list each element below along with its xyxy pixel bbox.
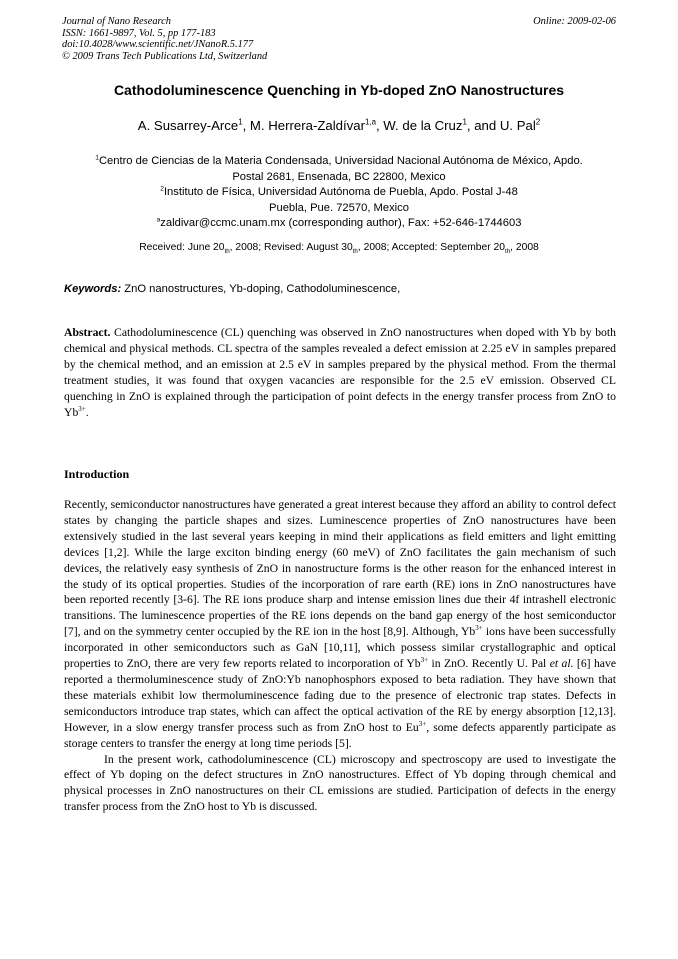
author-name: A. Susarrey-Arce [137, 118, 239, 133]
journal-issn: ISSN: 1661-9897, Vol. 5, pp 177-183 [62, 27, 216, 39]
paragraph [64, 497, 616, 752]
author-affil-mark: 1 [462, 117, 467, 127]
paragraph: In the present work, cathodoluminescence (CL) microscopy and spectroscopy are used to investigate the effect of Yb doping on the defect structures in ZnO nanostructures. Effect of Yb doping through chemical and physical processes in ZnO nanostructures on their CL emissions are studied. Participation of defects in the energy transfer process from the ZnO host to Yb is discussed. [64, 752, 616, 814]
et-al: et al. [549, 657, 574, 671]
author-name: , W. de la Cruz [375, 118, 463, 133]
introduction-body [64, 497, 616, 815]
online-date: Online: 2009-02-06 [533, 16, 616, 27]
ion-charge: 3+ [418, 719, 427, 728]
affil-mark: 2 [160, 185, 164, 193]
ion-charge: 3+ [475, 624, 483, 633]
journal-header [62, 16, 616, 62]
paragraph-text: in ZnO. Recently U. Pal [428, 657, 550, 671]
year-text: , 2008 [510, 242, 539, 253]
author-name: , and U. Pal [466, 118, 536, 133]
affil-text: Instituto de Física, Universidad Autónoma de Puebla, Apdo. Postal J-48 [163, 186, 518, 199]
ordinal-suffix: th [352, 248, 358, 256]
keywords-text: ZnO nanostructures, Yb-doping, Cathodoluminescence, [121, 283, 401, 295]
paragraph-text: ions have been successfully incorporated in other semiconductors such as GaN [10,11], which possess similar crystallographic and optical properties to ZnO, there are very few reports related to incorporation of Yb [64, 625, 616, 671]
ordinal-suffix: th [505, 248, 511, 256]
corresponding-email [40, 216, 638, 232]
affil-mark: a [156, 216, 161, 224]
keywords [64, 283, 616, 295]
journal-name: Journal of Nano Research [62, 16, 171, 27]
author-affil-mark: 1 [238, 117, 243, 127]
revised-text: , 2008; Revised: August 30 [229, 242, 353, 253]
paragraph-text: , some defects apparently participate as storage centers to transfer the energy at long time periods [5]. [64, 720, 616, 750]
keywords-label: Keywords: [64, 283, 122, 295]
accepted-text: , 2008; Accepted: September 20 [357, 242, 505, 253]
affiliation-1-line2: Postal 2681, Ensenada, BC 22800, Mexico [232, 170, 446, 183]
abstract-label: Abstract. [64, 326, 111, 339]
affiliation-1 [40, 154, 638, 170]
affiliation-2-line2: Puebla, Pue. 72570, Mexico [269, 201, 409, 214]
author-affil-mark: 2 [535, 117, 541, 127]
paragraph-text: Recently, semiconductor nanostructures have generated a great interest because they afford an ability to control defect states by changing the particle shapes and sizes. Luminescence properties of ZnO nanostructures have been extensively studied in the last several years keeping in mind their applications as field emitters and light emitting devices [1,2]. While the large exciton binding energy (60 meV) of ZnO facilitates the gain mechanism of such devices, the relatively easy synthesis of ZnO in nanostructure forms is the other reason for the enhanced interest in the study of its optical properties. Studies of the incorporation of rare earth (RE) ions in ZnO nanostructures have been reported recently [3-6]. The RE ions produce sharp and intense emission lines due their 4f intrashell electronic transitions. The luminescence properties of the RE ions depends on the band gap energy of the host semiconductor [7], and on the symmetry center occupied by the RE ion in the host [8,9]. Although, Yb [64, 498, 617, 639]
paper-title: Cathodoluminescence Quenching in Yb-doped ZnO Nanostructures [113, 82, 565, 98]
journal-doi: doi:10.4028/www.scientific.net/JNanoR.5.177 [62, 39, 254, 51]
received-text: Received: June 20 [139, 242, 225, 253]
abstract [64, 325, 616, 420]
author-list [40, 118, 638, 133]
abstract-end: . [85, 405, 89, 419]
journal-copyright: © 2009 Trans Tech Publications Ltd, Switzerland [62, 50, 268, 62]
affil-mark: 1 [95, 154, 99, 162]
affiliations [40, 154, 638, 232]
email-text: zaldivar@ccmc.unam.mx (corresponding author), Fax: +52-646-1744603 [160, 217, 522, 230]
author-name: , M. Herrera-Zaldívar [242, 118, 365, 133]
affiliation-2 [40, 185, 638, 201]
ion-charge: 3+ [78, 404, 86, 413]
paragraph-text: [6] have reported a thermoluminescence study of ZnO:Yb nanophosphors exposed to beta radiation. They have shown that these materials exhibit low thermoluminescence fading due to the presence of electronic trap states. Defects in semiconductors introduce trap states, which can affect the optical activation of the RE by energy absorption [12,13]. However, in a slow energy transfer process such as from ZnO host to Eu [64, 657, 617, 734]
ion-charge: 3+ [420, 656, 429, 665]
ordinal-suffix: th [224, 248, 230, 256]
abstract-text: Cathodoluminescence (CL) quenching was observed in ZnO nanostructures when doped with Yb by both chemical and physical methods. CL spectra of the samples revealed a defect emission at 2.25 eV in samples prepared by the chemical method, and an emission at 2.5 eV in samples prepared by the physical method. From the thermal treatment studies, it was found that oxygen vacancies are responsible for the 2.5 eV emission. Observed CL quenching in ZnO is explained through the participation of point defects in the energy transfer process from ZnO to Yb [64, 326, 616, 419]
affil-text: Centro de Ciencias de la Materia Condensada, Universidad Nacional Autónoma de México, Apdo. [98, 155, 583, 167]
received-dates [40, 242, 638, 256]
section-heading-introduction: Introduction [64, 467, 130, 481]
author-affil-mark: 1,a [364, 117, 376, 127]
